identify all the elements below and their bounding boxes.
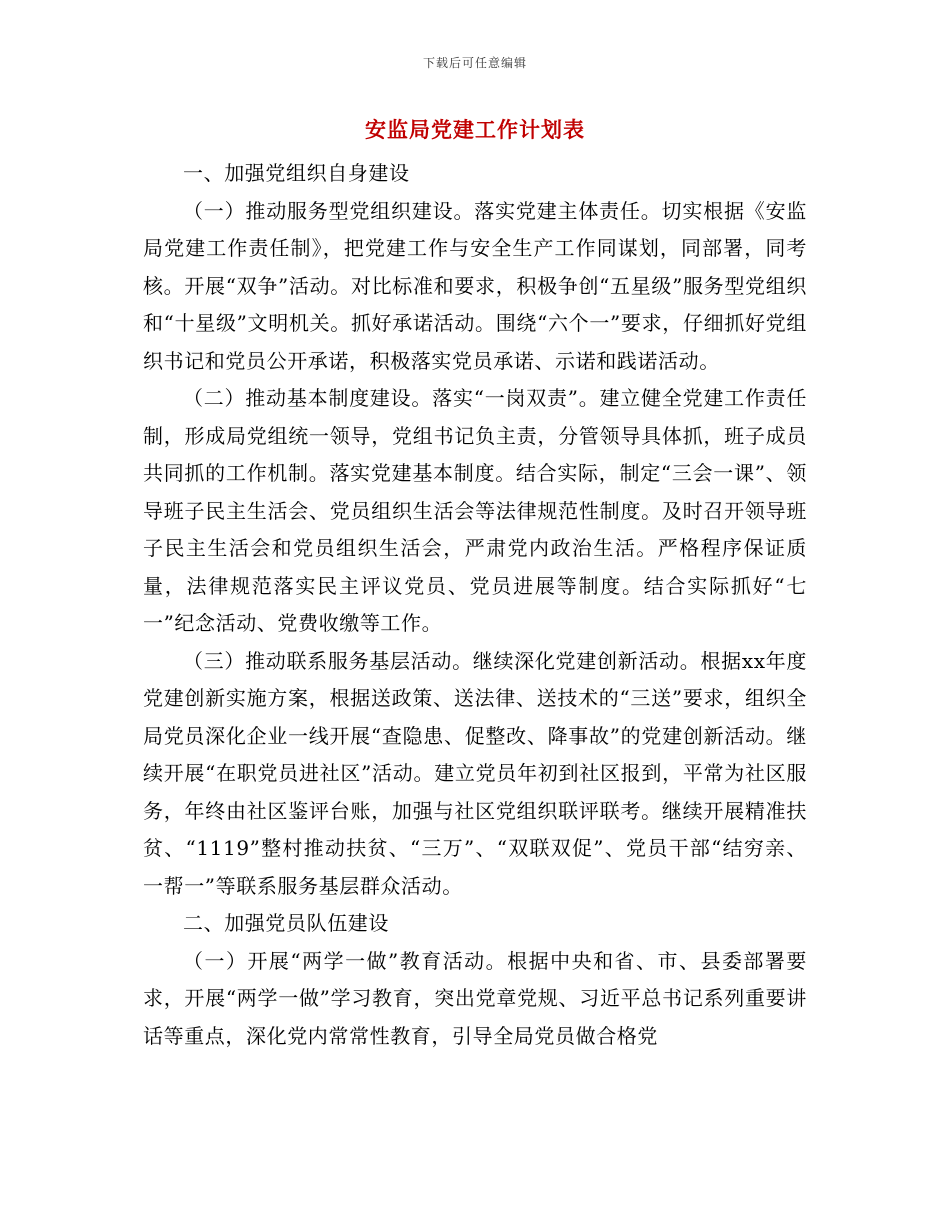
document-body: [143, 155, 807, 1055]
paragraph-grassroots: （三）推动联系服务基层活动。继续深化党建创新活动。根据xx年度党建创新实施方案，根据送政策、送法律、送技术的“三送”要求，组织全局党员深化企业一线开展“查隐患、促整改、降事故”的党建创新活动。继续开展“在职党员进社区”活动。建立党员年初到社区报到，平常为社区服务，年终由社区鉴评台账，加强与社区党组织联评联考。继续开展精准扶贫、“1119”整村推动扶贫、“三万”、“双联双促”、党员干部“结穷亲、一帮一”等联系服务基层群众活动。: [143, 648, 807, 898]
paragraph-basic-system: （二）推动基本制度建设。落实“一岗双责”。建立健全党建工作责任制，形成局党组统一领导，党组书记负主责，分管领导具体抓，班子成员共同抓的工作机制。落实党建基本制度。结合实际，制定“三会一课”、领导班子民主生活会、党员组织生活会等法律规范性制度。及时召开领导班子民主生活会和党员组织生活会，严肃党内政治生活。严格程序保证质量，法律规范落实民主评议党员、党员进展等制度。结合实际抓好“七一”纪念活动、党费收缴等工作。: [143, 386, 807, 635]
paragraph-education: （一）开展“两学一做”教育活动。根据中央和省、市、县委部署要求，开展“两学一做”学习教育，突出党章党规、习近平总书记系列重要讲话等重点，深化党内常常性教育，引导全局党员做合格党: [143, 948, 807, 1048]
document-title: 安监局党建工作计划表: [365, 117, 585, 142]
section-heading-2: 二、加强党员队伍建设: [183, 911, 389, 935]
header-note: 下载后可任意编辑: [422, 56, 527, 70]
paragraph-service-org: （一）推动服务型党组织建设。落实党建主体责任。切实根据《安监局党建工作责任制》，把党建工作与安全生产工作同谋划，同部署，同考核。开展“双争”活动。对比标准和要求，积极争创“五星级”服务型党组织和“十星级”文明机关。抓好承诺活动。围绕“六个一”要求，仔细抓好党组织书记和党员公开承诺，积极落实党员承诺、示诺和践诺活动。: [143, 198, 807, 373]
section-heading-1: 一、加强党组织自身建设: [183, 161, 410, 185]
